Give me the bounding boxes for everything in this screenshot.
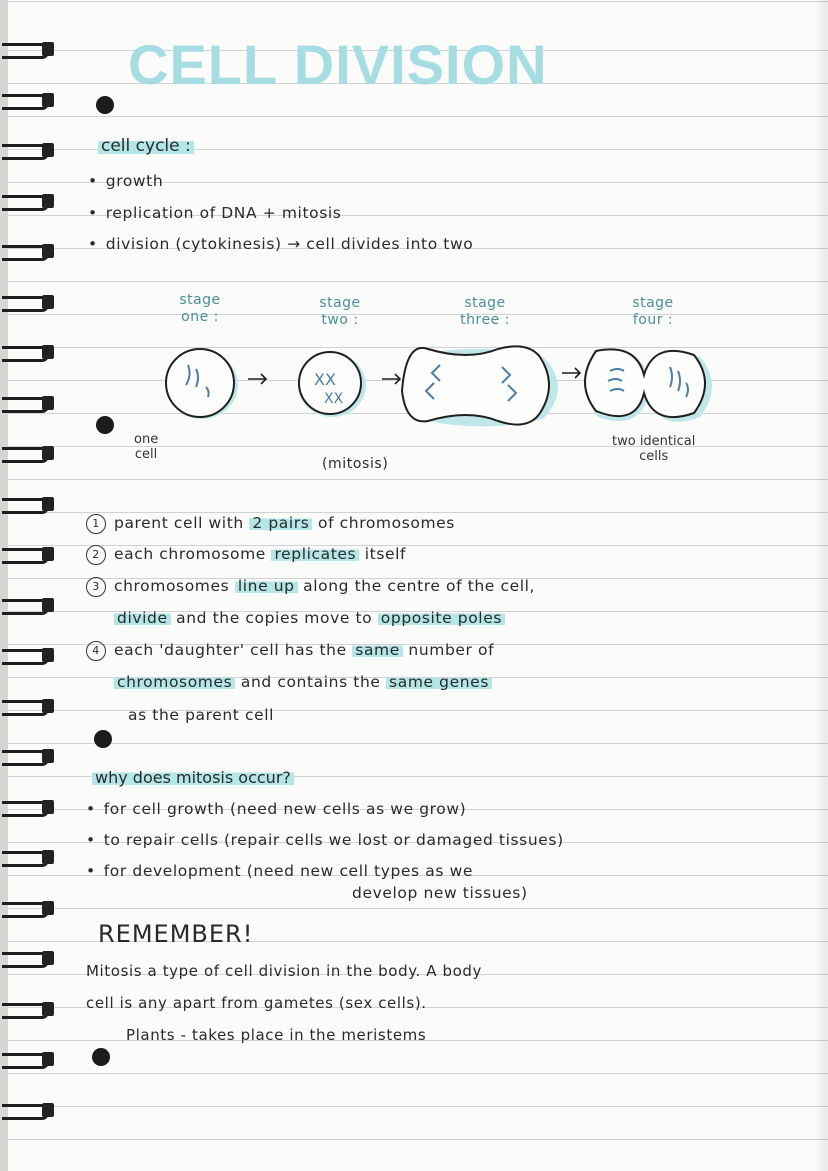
- cell-cycle-item-text: replication of DNA + mitosis: [105, 204, 342, 222]
- coil-hole: [42, 396, 54, 410]
- punch-hole: [96, 96, 114, 114]
- spiral-coil: [2, 747, 54, 765]
- step-4: [86, 641, 494, 661]
- why-heading: [92, 768, 294, 787]
- page-title: CELL DIVISION: [128, 33, 548, 96]
- spiral-coil: [2, 646, 54, 664]
- two-cells-line: two identical: [612, 434, 696, 449]
- step-3-continued: [114, 609, 505, 627]
- coil-hole: [42, 850, 54, 864]
- coil-hole: [42, 749, 54, 763]
- coil-hole: [42, 93, 54, 107]
- step-highlight: chromosomes: [114, 673, 235, 691]
- step-text: and the copies move to: [176, 609, 373, 627]
- step-text: and contains the: [240, 673, 381, 691]
- two-cells-label: [612, 434, 695, 464]
- step-highlight: replicates: [271, 545, 359, 563]
- coil-hole: [42, 1052, 54, 1066]
- spiral-coil: [2, 192, 54, 210]
- cell-cycle-item: • growth: [88, 172, 164, 190]
- step-text: of chromosomes: [317, 514, 455, 532]
- coil-hole: [42, 1103, 54, 1117]
- cell-cycle-heading: [98, 136, 194, 156]
- cell-cycle-item: • replication of DNA + mitosis: [88, 204, 342, 222]
- coil-hole: [42, 194, 54, 208]
- spiral-coil: [2, 444, 54, 462]
- remember-line: Plants - takes place in the meristems: [126, 1026, 427, 1044]
- step-3: [86, 577, 535, 597]
- punch-hole: [94, 730, 112, 748]
- step-number: 2: [86, 545, 106, 565]
- page-edge-shadow: [814, 0, 828, 1171]
- step-1: [86, 514, 455, 534]
- stage-one-cell: [166, 349, 234, 417]
- coil-hole: [42, 295, 54, 309]
- step-text: chromosomes: [114, 577, 230, 595]
- spiral-coil: [2, 1050, 54, 1068]
- remember-line: Mitosis a type of cell division in the body. A body: [86, 962, 482, 980]
- spiral-coil: [2, 293, 54, 311]
- spiral-coil: [2, 949, 54, 967]
- step-number: 4: [86, 641, 106, 661]
- coil-hole: [42, 143, 54, 157]
- stage-label-line: stage: [632, 295, 674, 311]
- stage-three-label: [430, 295, 540, 329]
- coil-hole: [42, 244, 54, 258]
- coil-hole: [42, 598, 54, 612]
- stage-label-line: stage: [464, 295, 506, 311]
- spiral-coil: [2, 495, 54, 513]
- step-text: number of: [408, 641, 495, 659]
- chromosome-pair: XX: [324, 391, 344, 407]
- coil-hole: [42, 699, 54, 713]
- cell-cycle-item: • division (cytokinesis) → cell divides into two: [88, 235, 474, 253]
- spiral-coil: [2, 697, 54, 715]
- coil-hole: [42, 951, 54, 965]
- step-highlight: opposite poles: [378, 609, 505, 627]
- spiral-coil: [2, 394, 54, 412]
- cell-cycle-heading-text: cell cycle :: [98, 136, 194, 156]
- stage-label-line: stage: [319, 295, 361, 311]
- step-text: each 'daughter' cell has the: [114, 641, 347, 659]
- step-highlight: same: [352, 641, 403, 659]
- step-4-end: as the parent cell: [128, 706, 275, 724]
- coil-hole: [42, 547, 54, 561]
- why-item-text: for development (need new cell types as we: [103, 862, 473, 880]
- stage-label-line: two :: [321, 312, 359, 328]
- step-number: 1: [86, 514, 106, 534]
- step-text: along the centre of the cell,: [303, 577, 536, 595]
- binding-spine: [0, 0, 8, 1171]
- step-4-continued: [114, 673, 492, 691]
- punch-hole: [92, 1048, 110, 1066]
- why-item-continuation: develop new tissues): [352, 884, 528, 902]
- chromosome-pair: XX: [314, 370, 336, 389]
- step-highlight: line up: [235, 577, 298, 595]
- coil-hole: [42, 497, 54, 511]
- cell-cycle-item-text: division (cytokinesis) → cell divides into two: [105, 235, 474, 253]
- coil-hole: [42, 1002, 54, 1016]
- step-text: each chromosome: [114, 545, 266, 563]
- remember-heading: REMEMBER!: [98, 920, 254, 948]
- spiral-coil: [2, 40, 54, 58]
- spiral-coil: [2, 848, 54, 866]
- mitosis-diagram: [150, 335, 730, 445]
- coil-hole: [42, 901, 54, 915]
- arrow-icon: [562, 368, 580, 378]
- stage-label-line: four :: [632, 312, 674, 328]
- spiral-coil: [2, 596, 54, 614]
- spiral-coil: [2, 545, 54, 563]
- arrow-icon: [382, 374, 400, 384]
- step-number: 3: [86, 577, 106, 597]
- spiral-coil: [2, 798, 54, 816]
- coil-hole: [42, 648, 54, 662]
- stage-label-line: one :: [181, 309, 219, 325]
- why-item: • to repair cells (repair cells we lost or damaged tissues): [86, 831, 564, 849]
- step-2: [86, 545, 406, 565]
- coil-hole: [42, 800, 54, 814]
- stage-two-label: [285, 295, 395, 329]
- one-cell-line: cell: [134, 447, 158, 462]
- remember-line: cell is any apart from gametes (sex cells).: [86, 994, 427, 1012]
- coil-hole: [42, 345, 54, 359]
- stage-one-label: [145, 292, 255, 326]
- spiral-coil: [2, 899, 54, 917]
- two-cells-line: cells: [639, 449, 669, 464]
- step-text: parent cell with: [114, 514, 244, 532]
- mitosis-label: (mitosis): [322, 456, 389, 472]
- spiral-coil: [2, 242, 54, 260]
- step-highlight: 2 pairs: [249, 514, 312, 532]
- spiral-coil: [2, 1101, 54, 1119]
- spiral-coil: [2, 91, 54, 109]
- cell-cycle-item-text: growth: [105, 172, 164, 190]
- one-cell-line: one: [134, 432, 159, 447]
- coil-hole: [42, 42, 54, 56]
- spiral-coil: [2, 1000, 54, 1018]
- why-item-text: to repair cells (repair cells we lost or damaged tissues): [103, 831, 564, 849]
- why-heading-text: why does mitosis occur?: [92, 768, 294, 787]
- stage-four-label: [598, 295, 708, 329]
- why-item: • for development (need new cell types as we: [86, 862, 473, 880]
- coil-hole: [42, 446, 54, 460]
- punch-hole: [96, 416, 114, 434]
- stage-label-line: three :: [460, 312, 510, 328]
- arrow-icon: [248, 374, 266, 384]
- step-highlight: same genes: [386, 673, 492, 691]
- why-item-text: for cell growth (need new cells as we grow): [103, 800, 467, 818]
- step-highlight: divide: [114, 609, 171, 627]
- spiral-coil: [2, 343, 54, 361]
- stage-label-line: stage: [179, 292, 221, 308]
- step-text: itself: [364, 545, 407, 563]
- spiral-binding: [0, 0, 60, 1171]
- one-cell-label: [134, 432, 158, 462]
- spiral-coil: [2, 141, 54, 159]
- why-item: • for cell growth (need new cells as we grow): [86, 800, 467, 818]
- stage-three-cell: [402, 346, 549, 424]
